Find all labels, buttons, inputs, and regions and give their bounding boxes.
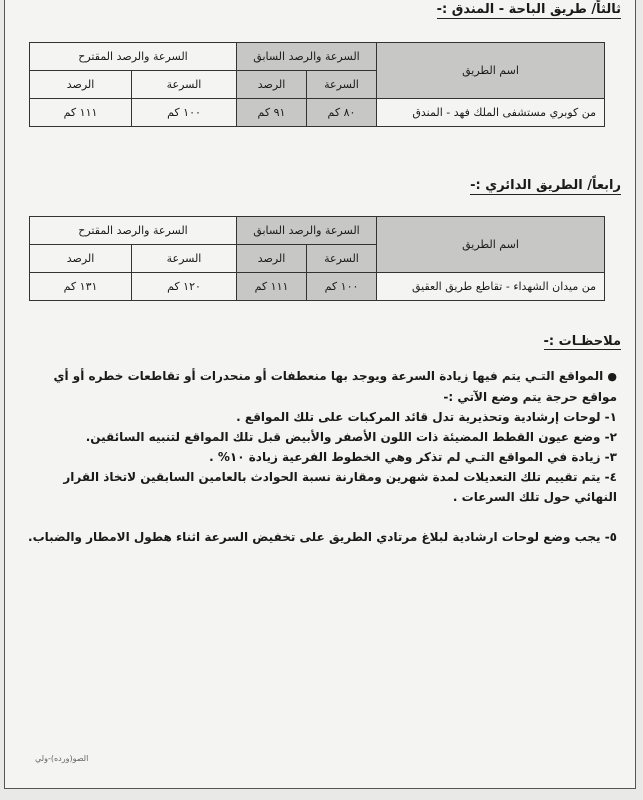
notes-intro — [17, 366, 617, 407]
note-item-3: ٣- زيادة في المواقع التـي لم تذكر وهي الخطوط الفرعية زيادة ١٠% . — [209, 450, 617, 464]
proposed-speed-header: السرعة — [132, 245, 237, 273]
proposed-header: السرعة والرصد المقترح — [30, 217, 237, 245]
proposed-speed-cell: ١٠٠ كم — [132, 99, 237, 127]
proposed-speed-cell: ١٢٠ كم — [132, 273, 237, 301]
previous-speed-cell: ١٠٠ كم — [307, 273, 377, 301]
previous-speed-cell: ٨٠ كم — [307, 99, 377, 127]
note-item-5: ٥- يجب وضع لوحات ارشادية لبلاغ مرتادي الطريق على تخفيض السرعة اثناء هطول الامطار والضباب. — [28, 530, 617, 544]
road-cell: من ميدان الشهداء - تقاطع طريق العقيق — [377, 273, 605, 301]
proposed-detection-cell: ١١١ كم — [30, 99, 132, 127]
note-item-2: ٢- وضع عيون القطط المضيئة ذات اللون الأصفر والأبيض قبل تلك المواقع لتنبيه السائقين. — [85, 430, 617, 444]
proposed-detection-header: الرصد — [30, 71, 132, 99]
bullet-icon: ● — [607, 370, 617, 383]
previous-header: السرعة والرصد السابق — [237, 217, 377, 245]
proposed-detection-cell: ١٣١ كم — [30, 273, 132, 301]
previous-detection-header: الرصد — [237, 71, 307, 99]
notes-title: ملاحظـات :- — [543, 334, 621, 349]
previous-header: السرعة والرصد السابق — [237, 43, 377, 71]
previous-speed-header: السرعة — [307, 245, 377, 273]
proposed-detection-header: الرصد — [30, 245, 132, 273]
road-cell: من كوبري مستشفى الملك فهد - المندق — [377, 99, 605, 127]
proposed-header: السرعة والرصد المقترح — [30, 43, 237, 71]
road-name-header: اسم الطريق — [377, 217, 605, 273]
section-4-title: رابعاً/ الطريق الدائري :- — [470, 178, 621, 193]
section-4-table — [29, 216, 605, 301]
section-3-title: ثالثاً/ طريق الباحة - المندق :- — [436, 2, 621, 17]
previous-detection-cell: ٩١ كم — [237, 99, 307, 127]
footer-mark: الصو(ورده)-ولي — [35, 754, 89, 763]
previous-detection-cell: ١١١ كم — [237, 273, 307, 301]
proposed-speed-header: السرعة — [132, 71, 237, 99]
note-item-4: ٤- يتم تقييم تلك التعديلات لمدة شهرين ومقارنة نسبة الحوادث بالعامين السابقين لاتخاذ القرار النهائي حول تلك السرعات . — [63, 470, 617, 504]
section-3-table — [29, 42, 605, 127]
road-name-header: اسم الطريق — [377, 43, 605, 99]
notes-list — [17, 366, 617, 547]
note-item-1: ١- لوحات إرشادية وتحذيرية تدل قائد المركبات على تلك المواقع . — [236, 410, 617, 424]
notes-intro-text: المواقع التـي يتم فيها زيادة السرعة ويوجد بها منعطفات أو منحدرات أو تقاطعات خطره أو أي مواقع حرجة يتم وضع الآتي :- — [53, 369, 617, 404]
document-page — [4, 0, 636, 789]
previous-detection-header: الرصد — [237, 245, 307, 273]
previous-speed-header: السرعة — [307, 71, 377, 99]
